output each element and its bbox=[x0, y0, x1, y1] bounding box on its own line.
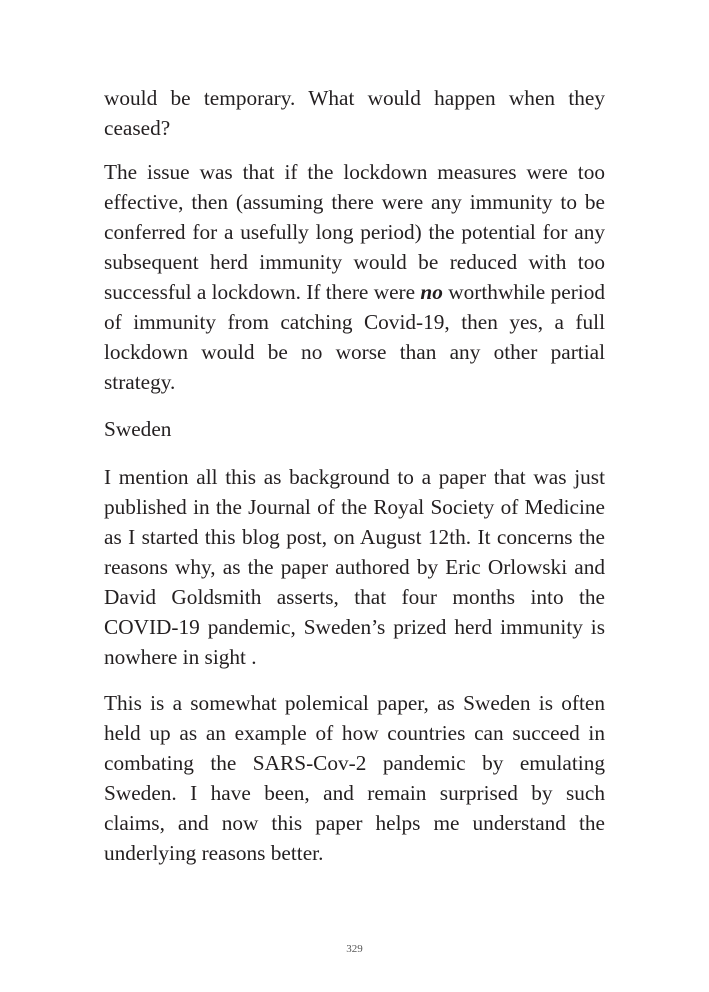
paragraph-3: I mention all this as background to a paper that was just published in the Journal of the Royal Society of Medicine as I started this blog post, on August 12th. It concerns the reasons why, as the paper authored by Eric Orlowski and David Goldsmith asserts, that four months into the COVID-19 pandemic, Sweden’s prized herd immunity is nowhere in sight . bbox=[104, 465, 605, 669]
paragraph-2 bbox=[104, 157, 605, 397]
section-heading-sweden: Sweden bbox=[104, 417, 172, 441]
paragraph-4: This is a somewhat polemical paper, as Sweden is often held up as an example of how countries can succeed in combating the SARS-Cov-2 pandemic by emulating Sweden. I have been, and remain surprised by such claims, and now this paper helps me understand the underlying reasons better. bbox=[104, 691, 605, 865]
page-number: 329 bbox=[346, 943, 363, 955]
paragraph-2-text-start: The issue was that if the lockdown measures were too effective, then (assuming there were any immunity to be conferred for a usefully long period) the potential for any subsequent herd immunity would be reduced with too successful a lockdown. If there were bbox=[104, 160, 605, 304]
paragraph-1: would be temporary. What would happen when they ceased? bbox=[104, 86, 605, 140]
paragraph-2-text-end: worthwhile period of immunity from catching Covid-19, then yes, a full lockdown would be no worse than any other partial strategy. bbox=[104, 280, 605, 394]
paragraph-2-emphasis: no bbox=[420, 280, 443, 304]
